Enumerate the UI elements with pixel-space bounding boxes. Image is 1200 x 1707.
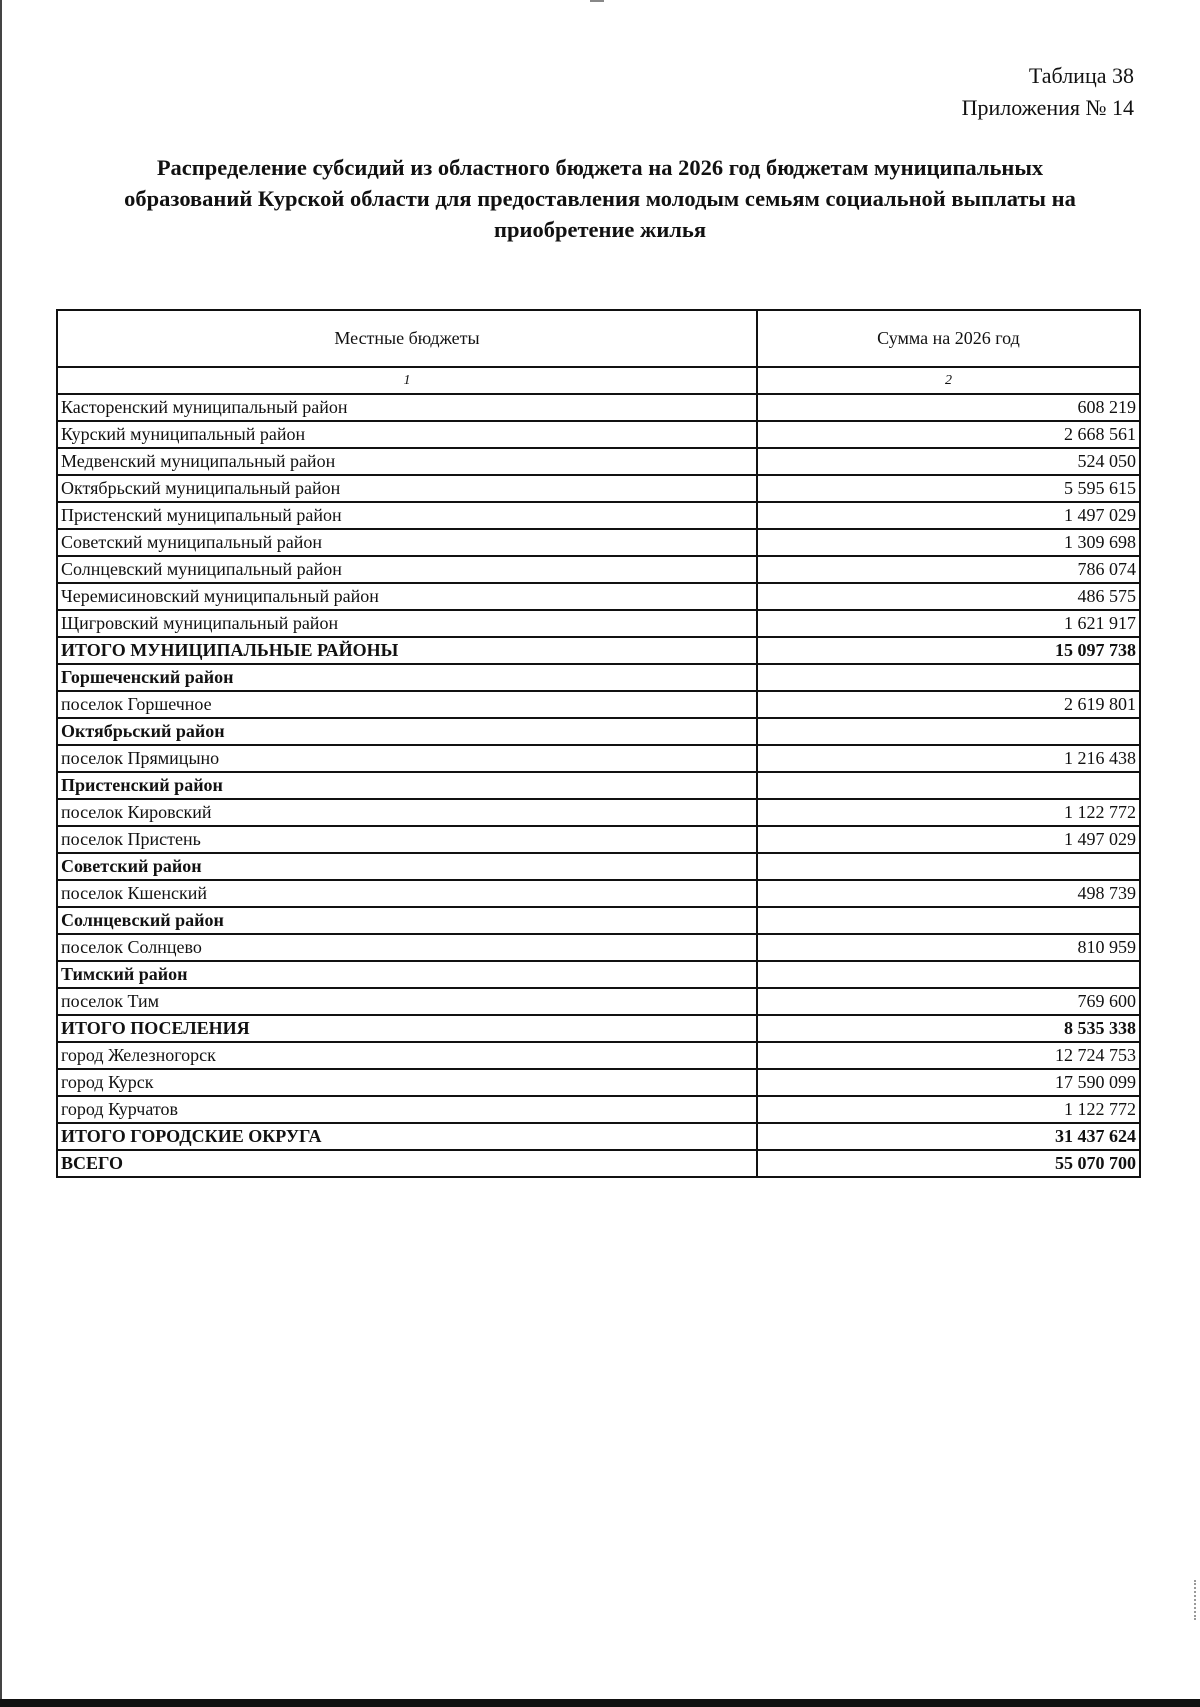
amount-cell: 12 724 753: [757, 1042, 1140, 1069]
amount-cell: 769 600: [757, 988, 1140, 1015]
amount-cell: 486 575: [757, 583, 1140, 610]
table-row: [57, 1015, 1140, 1042]
budget-name-cell: Касторенский муниципальный район: [57, 394, 757, 421]
column-number-1: 1: [57, 367, 757, 394]
budget-name-cell: поселок Пристень: [57, 826, 757, 853]
table-row: [57, 988, 1140, 1015]
budget-name-cell: поселок Прямицыно: [57, 745, 757, 772]
table-row: [57, 394, 1140, 421]
page-edge-bottom: [0, 1699, 1200, 1707]
budget-name-cell: ИТОГО ПОСЕЛЕНИЯ: [57, 1015, 757, 1042]
table-row: [57, 664, 1140, 691]
budget-name-cell: Горшеченский район: [57, 664, 757, 691]
column-number-2: 2: [757, 367, 1140, 394]
budget-name-cell: ИТОГО МУНИЦИПАЛЬНЫЕ РАЙОНЫ: [57, 637, 757, 664]
budget-name-cell: Солнцевский муниципальный район: [57, 556, 757, 583]
table-row: [57, 934, 1140, 961]
document-title: [70, 152, 1130, 245]
table-row: [57, 1069, 1140, 1096]
amount-cell: 31 437 624: [757, 1123, 1140, 1150]
budget-name-cell: Октябрьский район: [57, 718, 757, 745]
table-row: [57, 1123, 1140, 1150]
budget-name-cell: поселок Тим: [57, 988, 757, 1015]
table-row: [57, 691, 1140, 718]
amount-cell: 1 497 029: [757, 826, 1140, 853]
budget-name-cell: Курский муниципальный район: [57, 421, 757, 448]
table-row: [57, 556, 1140, 583]
scan-mark: [590, 0, 604, 2]
page-edge-left: [0, 0, 2, 1707]
appendix-reference: Приложения № 14: [961, 95, 1134, 120]
amount-cell: [757, 907, 1140, 934]
title-line-2: образований Курской области для предоставления молодым семьям социальной выплаты на: [124, 186, 1076, 211]
amount-cell: [757, 772, 1140, 799]
budget-name-cell: Черемисиновский муниципальный район: [57, 583, 757, 610]
budget-name-cell: город Курск: [57, 1069, 757, 1096]
amount-cell: 498 739: [757, 880, 1140, 907]
table-row: [57, 475, 1140, 502]
table-row: [57, 853, 1140, 880]
column-header-budgets: Местные бюджеты: [57, 310, 757, 367]
scan-artifact: [1192, 1580, 1196, 1620]
budget-name-cell: Солнцевский район: [57, 907, 757, 934]
table-row: [57, 583, 1140, 610]
table-header-row: [57, 310, 1140, 367]
table-row: [57, 961, 1140, 988]
budget-name-cell: ВСЕГО: [57, 1150, 757, 1177]
amount-cell: 1 122 772: [757, 1096, 1140, 1123]
amount-cell: 1 309 698: [757, 529, 1140, 556]
amount-cell: 1 497 029: [757, 502, 1140, 529]
budget-name-cell: город Курчатов: [57, 1096, 757, 1123]
table-row: [57, 799, 1140, 826]
amount-cell: [757, 718, 1140, 745]
amount-cell: 8 535 338: [757, 1015, 1140, 1042]
budget-name-cell: Пристенский район: [57, 772, 757, 799]
document-reference: [962, 60, 1134, 124]
budget-name-cell: город Железногорск: [57, 1042, 757, 1069]
amount-cell: 5 595 615: [757, 475, 1140, 502]
amount-cell: 608 219: [757, 394, 1140, 421]
budget-name-cell: поселок Горшечное: [57, 691, 757, 718]
subsidy-table: [56, 309, 1141, 1178]
title-line-3: приобретение жилья: [494, 217, 706, 242]
amount-cell: 810 959: [757, 934, 1140, 961]
table-row: [57, 1042, 1140, 1069]
table-row: [57, 1096, 1140, 1123]
amount-cell: 1 216 438: [757, 745, 1140, 772]
table-row: [57, 772, 1140, 799]
budget-name-cell: поселок Солнцево: [57, 934, 757, 961]
table-row: [57, 637, 1140, 664]
budget-name-cell: Медвенский муниципальный район: [57, 448, 757, 475]
budget-name-cell: Щигровский муниципальный район: [57, 610, 757, 637]
table-reference: Таблица 38: [1028, 63, 1134, 88]
table-row: [57, 610, 1140, 637]
amount-cell: 15 097 738: [757, 637, 1140, 664]
budget-name-cell: ИТОГО ГОРОДСКИЕ ОКРУГА: [57, 1123, 757, 1150]
amount-cell: [757, 664, 1140, 691]
table-row: [57, 745, 1140, 772]
table-row: [57, 880, 1140, 907]
amount-cell: [757, 853, 1140, 880]
budget-name-cell: Советский муниципальный район: [57, 529, 757, 556]
amount-cell: 2 668 561: [757, 421, 1140, 448]
table-row: [57, 529, 1140, 556]
budget-name-cell: поселок Кшенский: [57, 880, 757, 907]
column-header-amount: Сумма на 2026 год: [757, 310, 1140, 367]
budget-name-cell: поселок Кировский: [57, 799, 757, 826]
table-row: [57, 826, 1140, 853]
budget-name-cell: Октябрьский муниципальный район: [57, 475, 757, 502]
table-row: [57, 718, 1140, 745]
amount-cell: 1 621 917: [757, 610, 1140, 637]
amount-cell: 2 619 801: [757, 691, 1140, 718]
subsidy-table-body: [57, 310, 1140, 1177]
amount-cell: 17 590 099: [757, 1069, 1140, 1096]
budget-name-cell: Советский район: [57, 853, 757, 880]
title-line-1: Распределение субсидий из областного бюджета на 2026 год бюджетам муниципальных: [156, 155, 1044, 180]
amount-cell: 524 050: [757, 448, 1140, 475]
column-number-row: [57, 367, 1140, 394]
table-row: [57, 448, 1140, 475]
budget-name-cell: Тимский район: [57, 961, 757, 988]
table-row: [57, 502, 1140, 529]
amount-cell: 55 070 700: [757, 1150, 1140, 1177]
table-row: [57, 421, 1140, 448]
table-row: [57, 907, 1140, 934]
table-row: [57, 1150, 1140, 1177]
amount-cell: 786 074: [757, 556, 1140, 583]
budget-name-cell: Пристенский муниципальный район: [57, 502, 757, 529]
amount-cell: [757, 961, 1140, 988]
amount-cell: 1 122 772: [757, 799, 1140, 826]
